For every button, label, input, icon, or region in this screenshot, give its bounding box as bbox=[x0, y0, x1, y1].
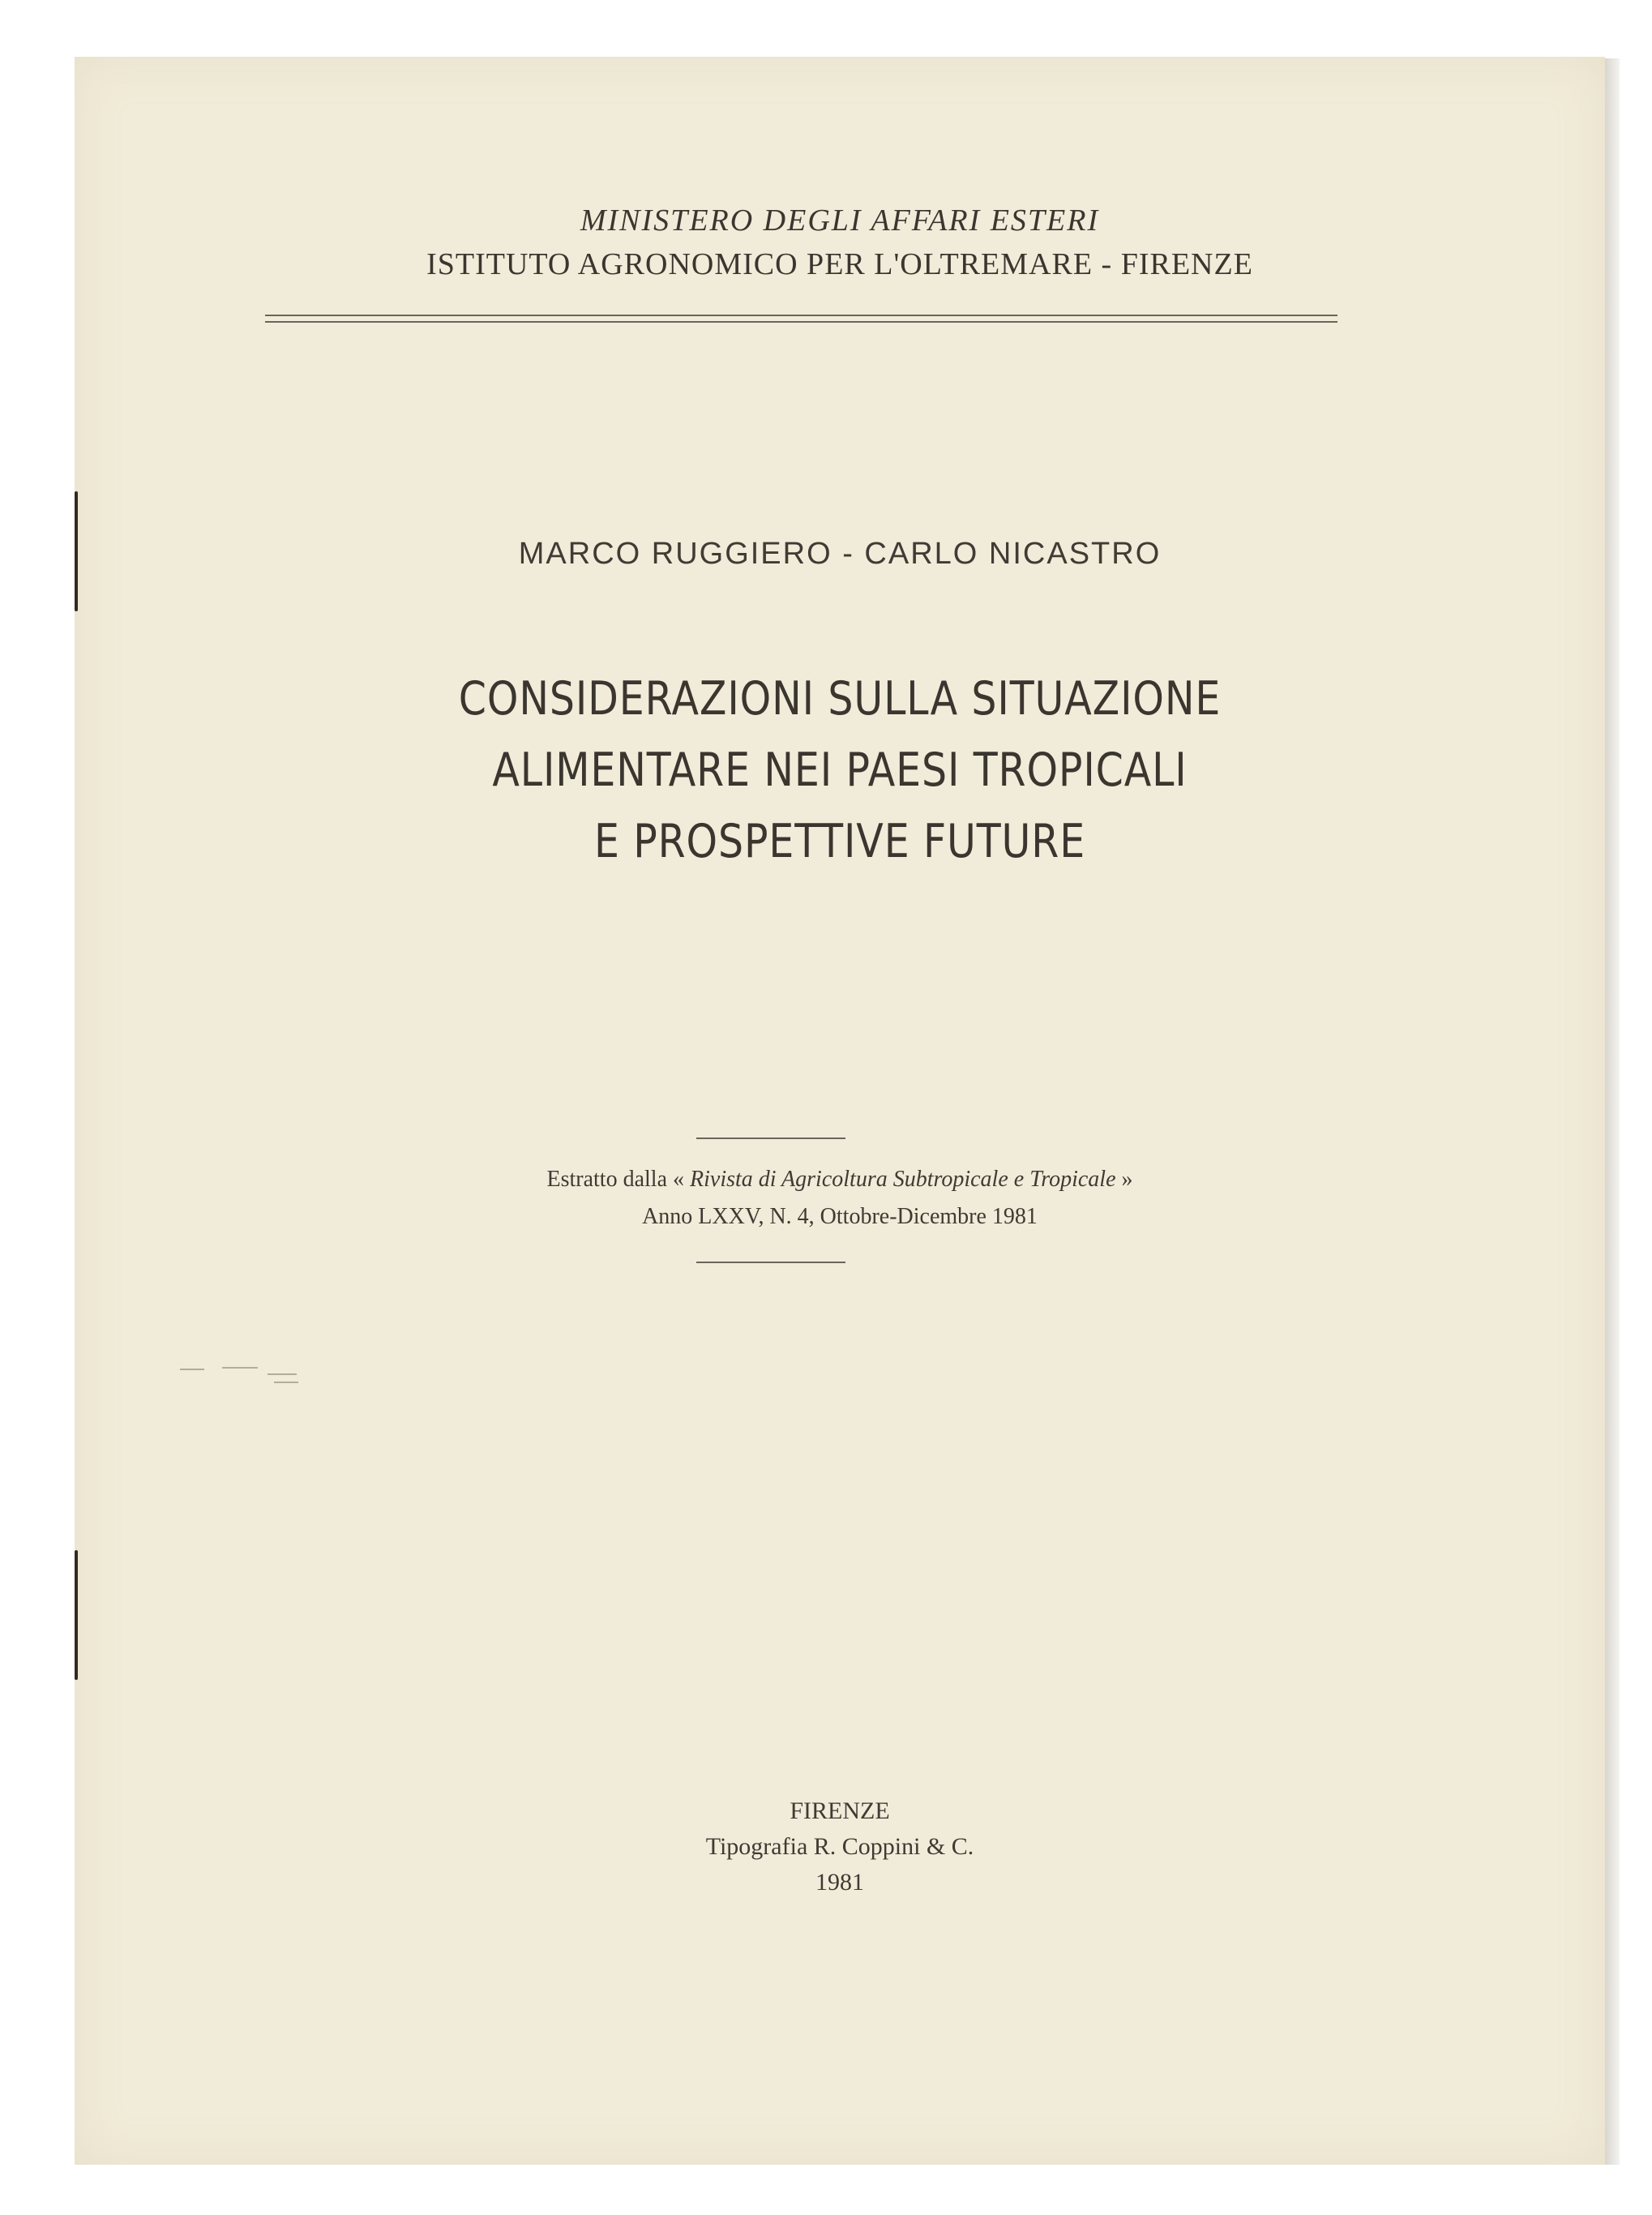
title-line-2: ALIMENTARE NEI PAESI TROPICALI bbox=[492, 743, 1188, 797]
institute-heading: ISTITUTO AGRONOMICO PER L'OLTREMARE - FIRENZE bbox=[426, 247, 1253, 281]
paper-mark bbox=[222, 1367, 258, 1369]
extract-suffix: » bbox=[1121, 1167, 1133, 1192]
imprint-printer: Tipografia R. Coppini & C. bbox=[705, 1833, 974, 1860]
extract-rule-top bbox=[696, 1137, 845, 1139]
journal-name: Rivista di Agricoltura Subtropicale e Tropicale bbox=[690, 1167, 1116, 1192]
extract-prefix: Estratto dalla « bbox=[546, 1167, 685, 1192]
imprint-block bbox=[75, 1793, 1605, 1900]
extract-note bbox=[75, 1161, 1605, 1236]
paper-mark bbox=[274, 1382, 298, 1383]
authors-line: MARCO RUGGIERO - CARLO NICASTRO bbox=[518, 537, 1162, 571]
imprint-city: FIRENZE bbox=[790, 1797, 890, 1824]
title-line-1: CONSIDERAZIONI SULLA SITUAZIONE bbox=[458, 672, 1222, 726]
extract-source-line bbox=[75, 1161, 1605, 1198]
paper-mark bbox=[180, 1369, 204, 1370]
staple-top bbox=[75, 491, 78, 611]
extract-issue-line: Anno LXXV, N. 4, Ottobre-Dicembre 1981 bbox=[642, 1204, 1038, 1229]
title-line-3: E PROSPETTIVE FUTURE bbox=[593, 815, 1086, 868]
ministry-heading: MINISTERO DEGLI AFFARI ESTERI bbox=[580, 204, 1100, 238]
imprint-year: 1981 bbox=[815, 1869, 864, 1896]
document-title bbox=[182, 663, 1498, 877]
header-rule-bottom bbox=[265, 321, 1337, 323]
staple-bottom bbox=[75, 1550, 78, 1680]
extract-rule-bottom bbox=[696, 1262, 845, 1263]
page-edge-shadow bbox=[1605, 58, 1620, 2165]
header-rule-top bbox=[265, 315, 1337, 316]
paper-mark bbox=[267, 1373, 297, 1375]
document-page bbox=[75, 57, 1605, 2165]
